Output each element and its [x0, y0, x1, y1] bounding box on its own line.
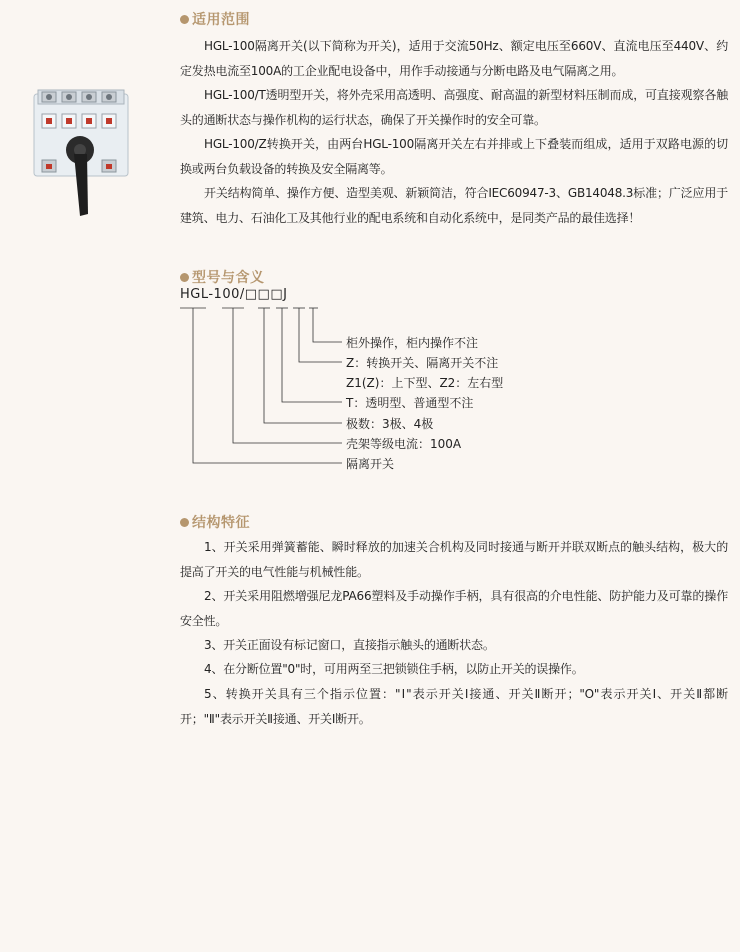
- model-code: HGL-100/□□□J: [180, 287, 288, 302]
- structure-paragraph-2: 2、开关采用阻燃增强尼龙PA66塑料及手动操作手柄，具有很高的介电性能、防护能力及可靠的操作安全性。: [180, 589, 728, 628]
- structure-paragraph-5: 5、转换开关具有三个指示位置："Ⅰ"表示开关Ⅰ接通、开关Ⅱ断开；"O"表示开关Ⅰ、开关Ⅱ都断开；"Ⅱ"表示开关Ⅱ接通、开关Ⅰ断开。: [180, 687, 728, 726]
- scope-paragraph-1: HGL-100隔离开关(以下简称为开关)，适用于交流50Hz、额定电压至660V、直流电压至440V、约定发热电流至100A的工企业配电设备中，用作手动接通与分断电路及电气隔离之用。: [180, 39, 728, 78]
- scope-paragraph-4: 开关结构简单、操作方便、造型美观、新颖简洁，符合IEC60947-3、GB14048.3标准；广泛应用于建筑、电力、石油化工及其他行业的配电系统和自动化系统中，是同类产品的最佳选择！: [180, 186, 728, 225]
- scope-paragraph-3: HGL-100/Z转换开关，由两台HGL-100隔离开关左右并排或上下叠装而组成，适用于双路电源的切换或两台负载设备的转换及安全隔离等。: [180, 137, 728, 176]
- scope-section-title: 适用范围: [180, 9, 250, 29]
- structure-paragraph-4: 4、在分断位置"0"时，可用两至三把锁锁住手柄，以防止开关的误操作。: [204, 662, 584, 676]
- legend-isolator: 隔离开关: [346, 457, 395, 471]
- structure-paragraph-3: 3、开关正面设有标记窗口，直接指示触头的通断状态。: [204, 638, 495, 652]
- legend-poles: 极数：3极、4极: [346, 417, 434, 431]
- structure-paragraph-1: 1、开关采用弹簧蓄能、瞬时释放的加速关合机构及同时接通与断开并联双断点的触头结构，极大的提高了开关的电气性能与机械性能。: [180, 540, 728, 579]
- legend-frame-current: 壳架等级电流：100A: [346, 437, 462, 451]
- legend-arrangement: Z1(Z)：上下型、Z2：左右型: [346, 376, 504, 390]
- legend-switch-type: Z：转换开关、隔离开关不注: [346, 356, 499, 370]
- structure-section-title: 结构特征: [180, 512, 250, 532]
- scope-paragraph-2: HGL-100/T透明型开关，将外壳采用高透明、高强度、耐高温的新型材料压制而成，可直接观察各触头的通断状态与操作机构的运行状态，确保了开关操作时的安全可靠。: [180, 88, 728, 127]
- bullet-dot-icon: [180, 518, 189, 527]
- legend-operation: 柜外操作，柜内操作不注: [346, 336, 479, 350]
- model-section-title: 型号与含义: [180, 267, 265, 287]
- legend-transparent: T：透明型、普通型不注: [346, 396, 474, 410]
